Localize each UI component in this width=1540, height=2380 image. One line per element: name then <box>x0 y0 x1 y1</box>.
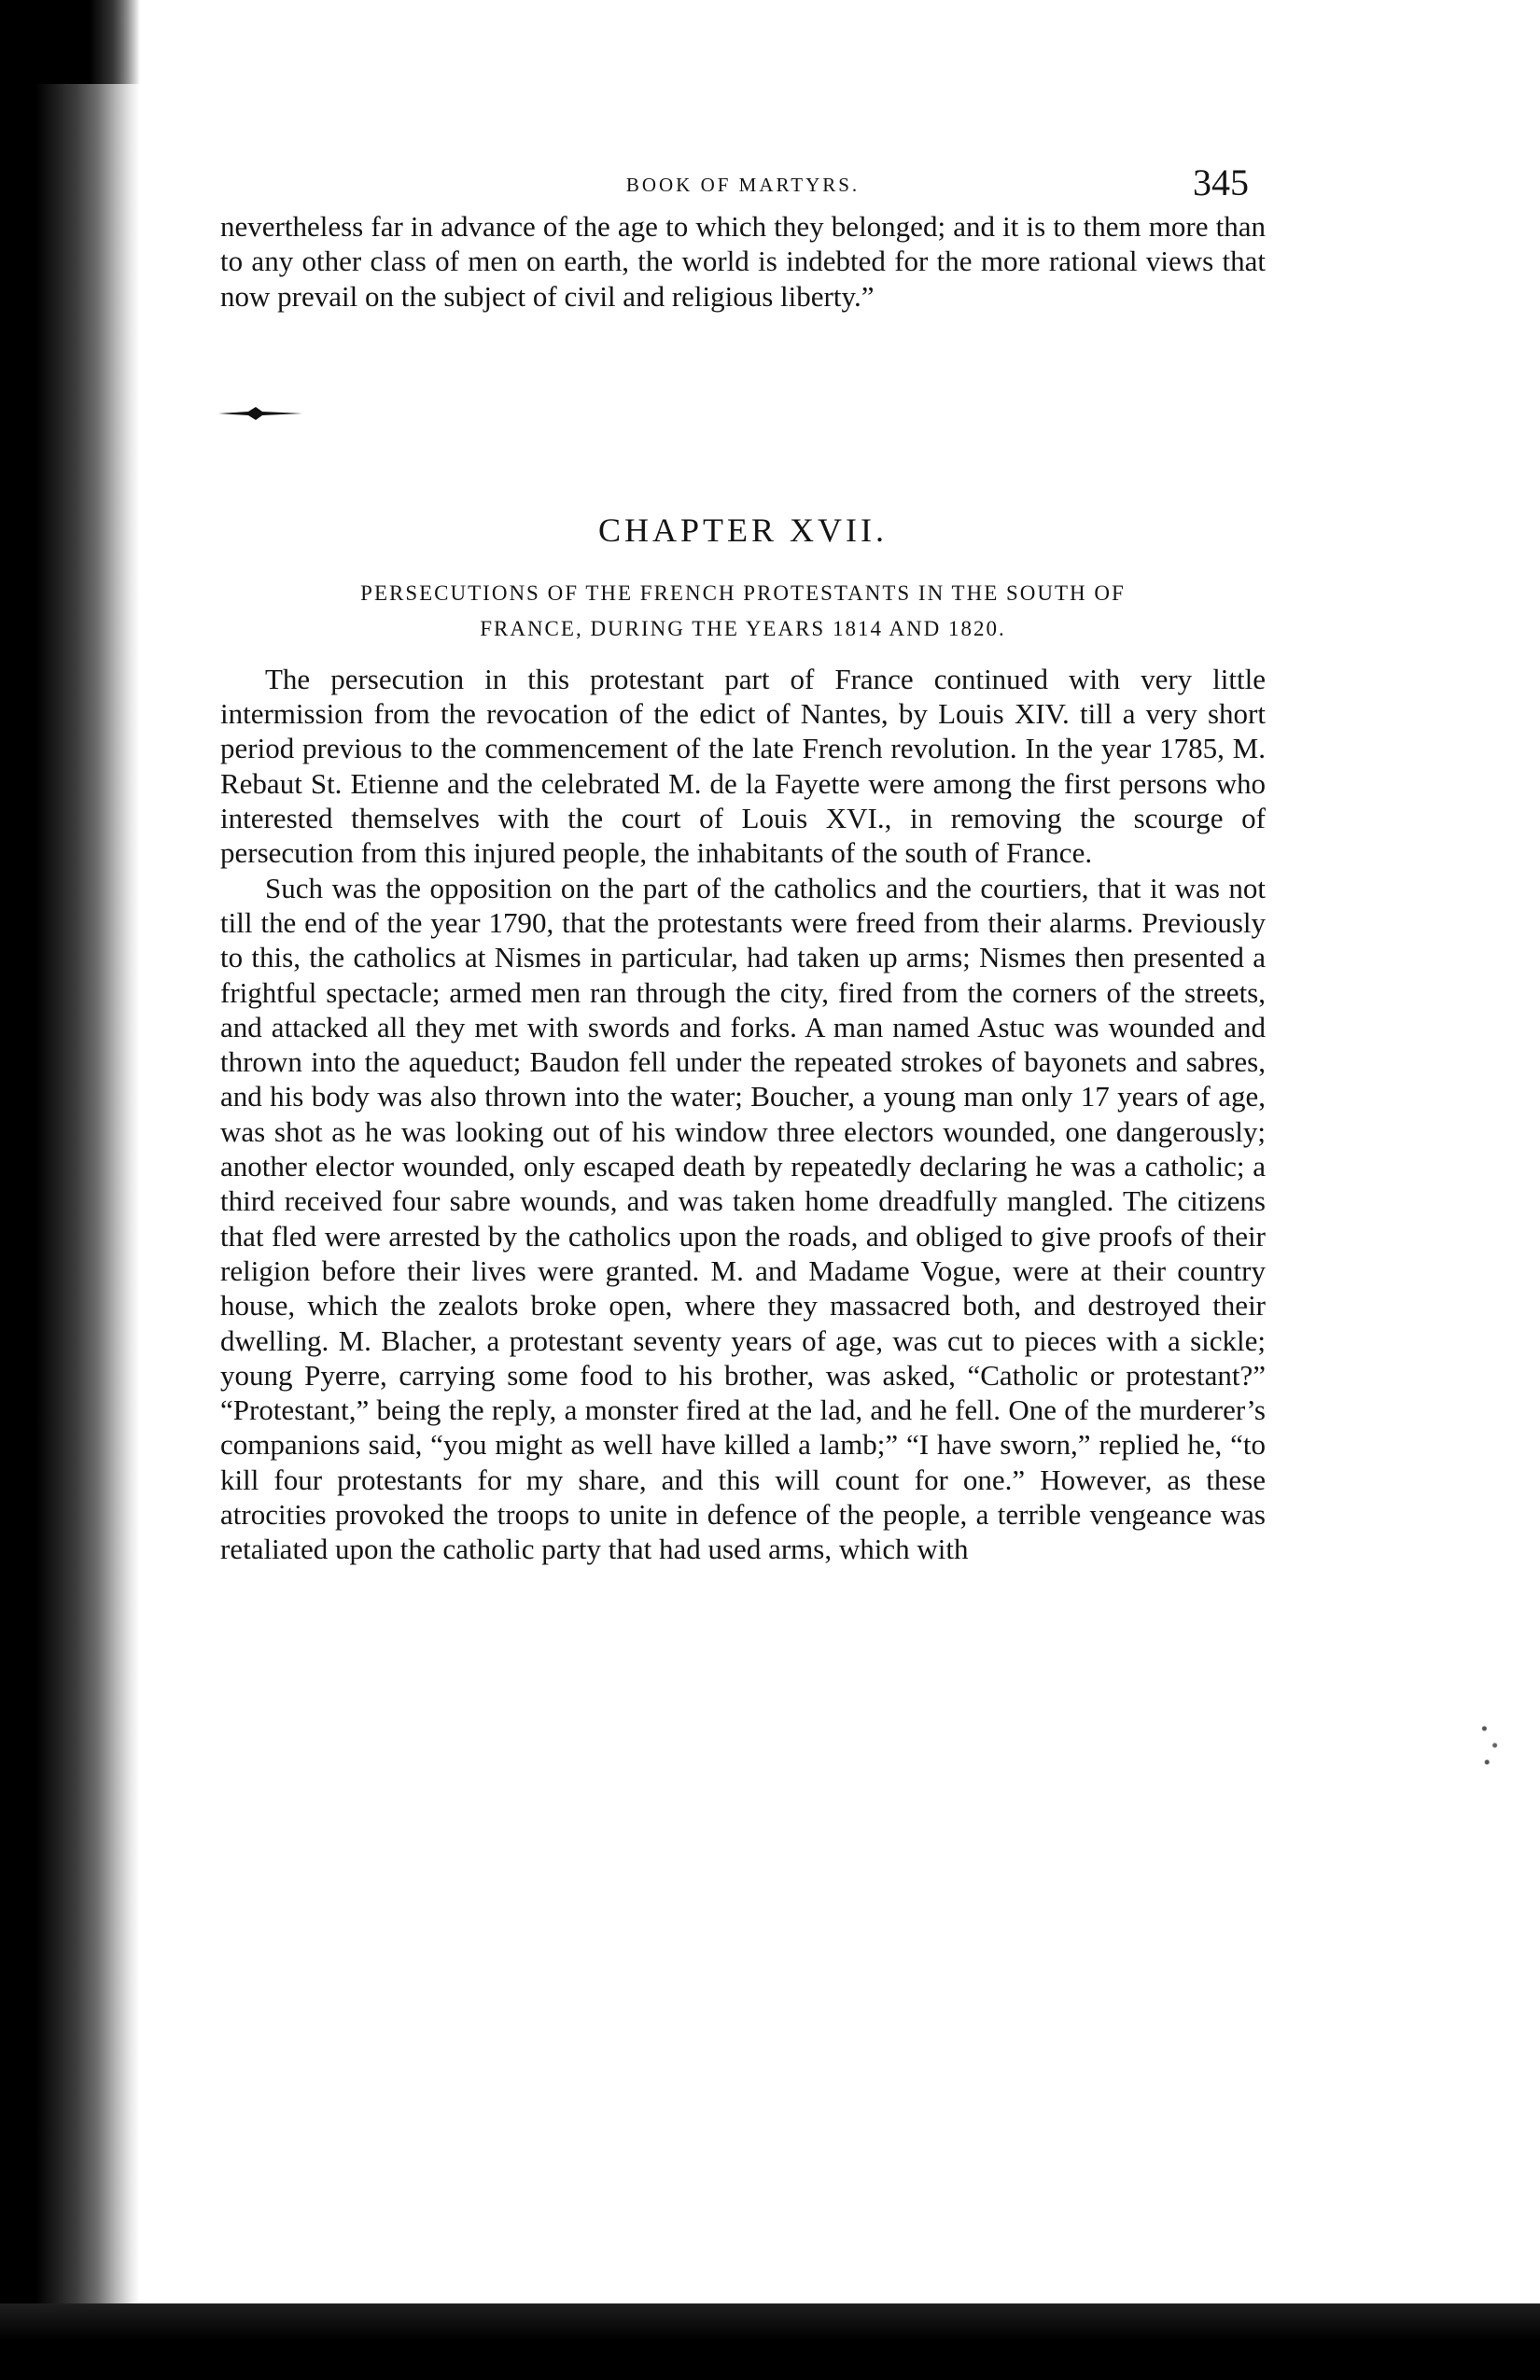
scan-shadow-top-left <box>0 0 140 84</box>
chapter-subtitle-line-2: FRANCE, DURING THE YEARS 1814 AND 1820. <box>480 616 1006 640</box>
page-number: 345 <box>1193 161 1249 203</box>
book-page <box>220 161 1266 1567</box>
intro-paragraph: nevertheless far in advance of the age to which they belonged; and it is to them more than to any other class of men on earth, the world is indebted for the more rational views that now prevail on the subject of civil and religious liberty.” <box>220 210 1266 313</box>
running-head <box>220 161 1266 209</box>
chapter-body <box>220 662 1266 1567</box>
scan-shadow-bottom <box>0 2303 1540 2380</box>
body-paragraph-2: Such was the opposition on the part of the catholics and the courtiers, that it was not till the end of the year 1790, that the protestants were freed from their alarms. Previously to this, the catholics at Nismes in particular, had taken up arms; Nismes then presented a frightful spectacle; armed men ran through the city, fired from the corners of the streets, and attacked all they met with swords and forks. A man named Astuc was wounded and thrown into the aqueduct; Baudon fell under the repeated strokes of bayonets and sabres, and his body was also thrown into the water; Boucher, a young man only 17 years of age, was shot as he was looking out of his window three electors wounded, one dangerously; another elector wounded, only escaped death by repeatedly declaring he was a catholic; a third received four sabre wounds, and was taken home dreadfully mangled. The citizens that fled were arrested by the catholics upon the roads, and obliged to give proofs of their religion before their lives were granted. M. and Madame Vogue, were at their country house, which the zealots broke open, where they massacred both, and destroyed their dwelling. M. Blacher, a protestant seventy years of age, was cut to pieces with a sickle; young Pyerre, carrying some food to his brother, was asked, “Catholic or protestant?” “Protestant,” being the reply, a monster fired at the lad, and he fell. One of the murderer’s companions said, “you might as well have killed a lamb;” “I have sworn,” replied he, “to kill four protestants for my share, and this will count for one.” However, as these atrocities provoked the troops to unite in defence of the people, a terrible vengeance was retaliated upon the catholic party that had used arms, which with <box>220 871 1266 1566</box>
chapter-subtitle-line-1: PERSECUTIONS OF THE FRENCH PROTESTANTS IN THE SOUTH OF <box>360 581 1126 605</box>
scan-shadow-left <box>0 0 140 2380</box>
running-title: BOOK OF MARTYRS. <box>625 174 861 196</box>
ornament-divider-icon <box>218 403 302 424</box>
chapter-title: CHAPTER XVII. <box>598 511 888 549</box>
scan-specks <box>1477 1717 1503 1773</box>
chapter-subtitle <box>220 576 1266 647</box>
body-paragraph-1: The persecution in this protestant part of France continued with very little intermission from the revocation of the edict of Nantes, by Louis XIV. till a very short period previous to the commencement of the late French revolution. In the year 1785, M. Rebaut St. Etienne and the celebrated M. de la Fayette were among the first persons who interested themselves with the court of Louis XVI., in removing the scourge of persecution from this injured people, the inhabitants of the south of France. <box>220 662 1266 870</box>
